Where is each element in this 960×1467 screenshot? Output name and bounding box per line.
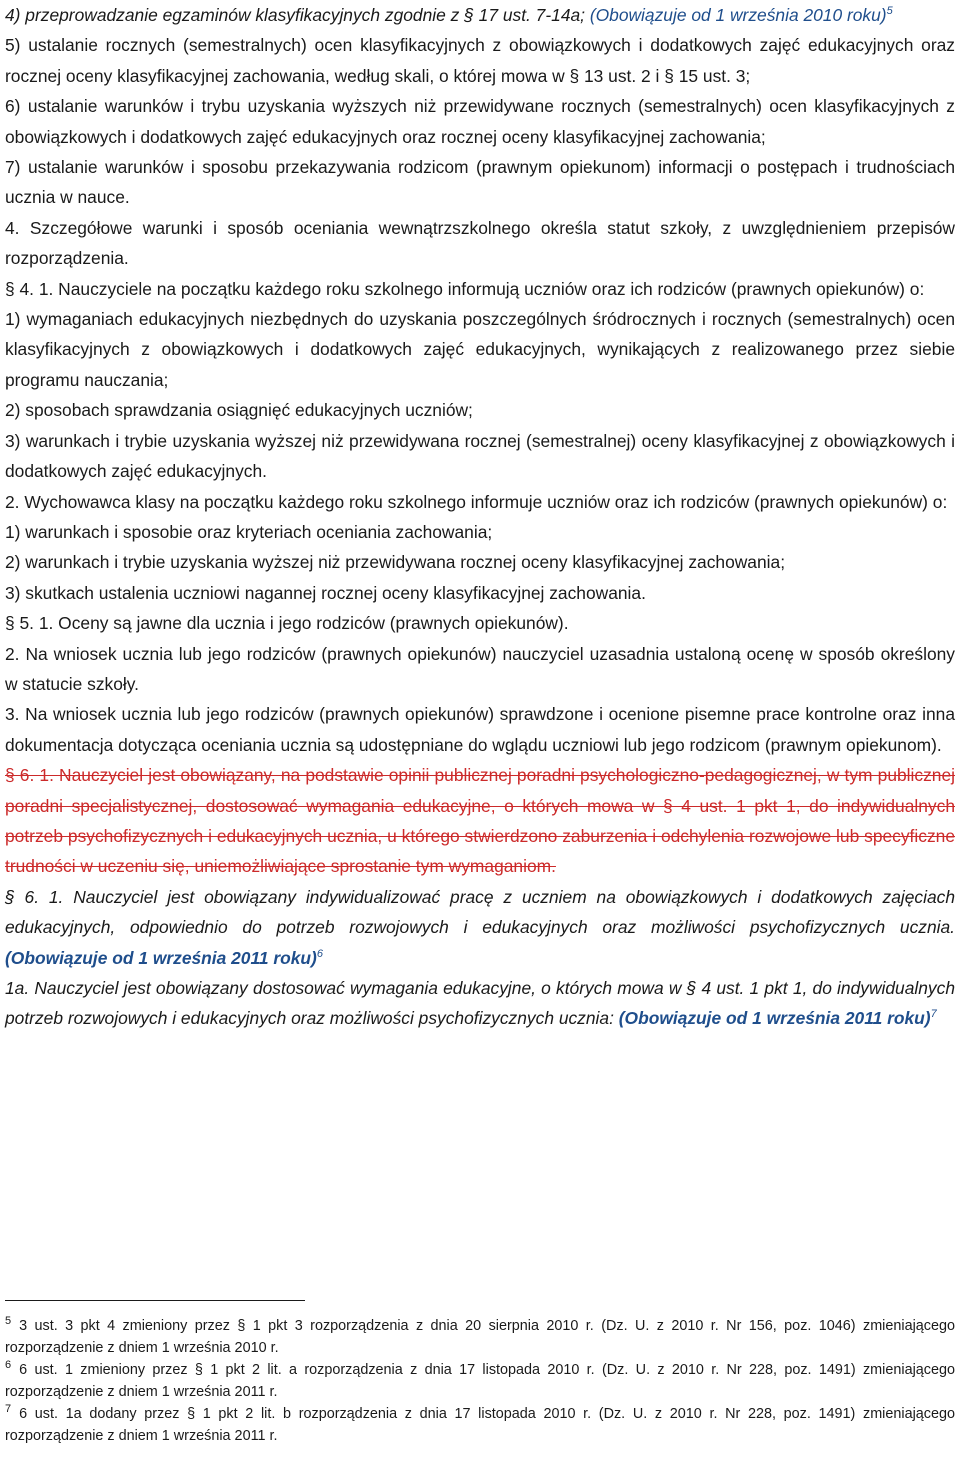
paragraph-p12 xyxy=(5,547,955,577)
text-run: 3) warunkach i trybie uzyskania wyższej niż przewidywana rocznej (semestralnej) oceny klasyfikacyjnej z obowiązkowych i dodatkowych zajęć edukacyjnych. xyxy=(5,430,955,482)
text-run: (Obowiązuje od 1 września 2011 roku) xyxy=(618,1008,931,1029)
text-run: 1) wymaganiach edukacyjnych niezbędnych do uzyskania poszczególnych śródrocznych i rocznych (semestralnych) ocen klasyfikacyjnych z obowiązkowych i dodatkowych zajęć edukacyjnych, wynikających z realizowanego przez siebie programu nauczania; xyxy=(5,309,955,390)
text-run: § 6. 1. Nauczyciel jest obowiązany indywidualizować pracę z uczniem na obowiązkowych i dodatkowych zajęciach edukacyjnych, odpowiednio do potrzeb rozwojowych i edukacyjnych oraz możliwości psychofizycznych ucznia. xyxy=(5,886,955,938)
paragraph-p7 xyxy=(5,304,955,395)
text-run: 4) przeprowadzanie egzaminów klasyfikacyjnych zgodnie z § 17 ust. 7-14a; xyxy=(5,5,590,25)
text-run: 2) warunkach i trybie uzyskania wyższej niż przewidywana rocznej oceny klasyfikacyjnej zachowania; xyxy=(5,552,786,573)
footnote-5 xyxy=(5,1315,955,1359)
text-run: 2) sposobach sprawdzania osiągnięć edukacyjnych uczniów; xyxy=(5,400,473,421)
footnote-ref[interactable]: 7 xyxy=(930,1008,937,1021)
paragraph-p19 xyxy=(5,973,955,1034)
footnote-7 xyxy=(5,1403,955,1447)
footnote-separator xyxy=(5,1300,305,1301)
footnote-ref[interactable]: 5 xyxy=(886,5,893,18)
footnote-number: 6 xyxy=(5,1359,12,1372)
paragraph-p14 xyxy=(5,608,955,638)
paragraph-p2 xyxy=(5,30,955,91)
paragraph-p15 xyxy=(5,639,955,700)
text-run: 5) ustalanie rocznych (semestralnych) ocen klasyfikacyjnych z obowiązkowych i dodatkowych zajęć edukacyjnych oraz rocznej oceny klasyfikacyjnej zachowania, według skali, o której mowa w § 13 ust. 2 i § 15 ust. 3; xyxy=(5,35,955,86)
paragraph-p5 xyxy=(5,213,955,274)
footnote-text: 6 ust. 1 zmieniony przez § 1 pkt 2 lit. a rozporządzenia z dnia 17 listopada 2010 r. (Dz. U. z 2010 r. Nr 228, poz. 1491) zmieniającego rozporządzenie z dniem 1 września 2011 r. xyxy=(5,1362,955,1400)
text-run: § 6. 1. Nauczyciel jest obowiązany, na podstawie opinii publicznej poradni psychologiczno-pedagogicznej, w tym publicznej poradni specjalistycznej, dostosować wymagania edukacyjne, o których mowa w § 4 ust. 1 pkt 1, do indywidualnych potrzeb psychofizycznych i edukacyjnych ucznia, u którego stwierdzono zaburzenia i odchylenia rozwojowe lub specyficzne trudności w uczeniu się, uniemożliwiające sprostanie tym wymaganiom. xyxy=(5,765,955,877)
text-run: (Obowiązuje od 1 września 2011 roku) xyxy=(5,947,317,968)
paragraph-p16 xyxy=(5,699,955,760)
footnote-list xyxy=(5,1315,955,1447)
paragraph-p1 xyxy=(5,0,955,30)
text-run: 2. Wychowawca klasy na początku każdego roku szkolnego informuje uczniów oraz ich rodziców (prawnych opiekunów) o: xyxy=(5,491,948,512)
text-run: 1a. Nauczyciel jest obowiązany dostosować wymagania edukacyjne, o których mowa w § 4 ust. 1 pkt 1, do indywidualnych potrzeb rozwojowych i edukacyjnych oraz możliwości psychofizycznych ucznia: xyxy=(5,978,955,1029)
text-run: 3. Na wniosek ucznia lub jego rodziców (prawnych opiekunów) sprawdzone i ocenione pisemne prace kontrolne oraz inna dokumentacja dotycząca oceniania ucznia są udostępniane do wglądu uczniowi lub jego rodzicom (prawnym opiekunom). xyxy=(5,704,955,755)
paragraph-p9 xyxy=(5,426,955,487)
footnote-text: 6 ust. 1a dodany przez § 1 pkt 2 lit. b rozporządzenia z dnia 17 listopada 2010 r. (Dz. U. z 2010 r. Nr 228, poz. 1491) zmieniającego rozporządzenie z dniem 1 września 2011 r. xyxy=(5,1406,955,1444)
footnote-number: 5 xyxy=(5,1315,12,1328)
footnotes xyxy=(5,1300,955,1447)
text-run: 3) skutkach ustalenia uczniowi nagannej rocznej oceny klasyfikacyjnej zachowania. xyxy=(5,582,646,603)
paragraph-p13 xyxy=(5,578,955,608)
footnote-ref[interactable]: 6 xyxy=(316,947,323,960)
text-run: § 4. 1. Nauczyciele na początku każdego roku szkolnego informują uczniów oraz ich rodziców (prawnych opiekunów) o: xyxy=(5,278,925,299)
text-run: 7) ustalanie warunków i sposobu przekazywania rodzicom (prawnym opiekunom) informacji o postępach i trudnościach ucznia w nauce. xyxy=(5,157,955,208)
text-run: § 5. 1. Oceny są jawne dla ucznia i jego rodziców (prawnych opiekunów). xyxy=(5,613,569,634)
footnote-6 xyxy=(5,1359,955,1403)
footnote-number: 7 xyxy=(5,1403,12,1416)
paragraph-p10 xyxy=(5,487,955,517)
paragraph-p8 xyxy=(5,395,955,425)
paragraph-p3 xyxy=(5,91,955,152)
text-run: 2. Na wniosek ucznia lub jego rodziców (prawnych opiekunów) nauczyciel uzasadnia ustaloną ocenę w sposób określony w statucie szkoły. xyxy=(5,643,955,694)
document-body xyxy=(5,0,955,1034)
paragraph-p4 xyxy=(5,152,955,213)
paragraph-p18 xyxy=(5,882,955,973)
text-run: 1) warunkach i sposobie oraz kryteriach oceniania zachowania; xyxy=(5,521,493,542)
paragraph-p6 xyxy=(5,274,955,304)
footnote-text: 3 ust. 3 pkt 4 zmieniony przez § 1 pkt 3 rozporządzenia z dnia 20 sierpnia 2010 r. (Dz. U. z 2010 r. Nr 156, poz. 1046) zmieniającego rozporządzenie z dniem 1 września 2010 r. xyxy=(5,1318,955,1356)
paragraph-p17 xyxy=(5,760,955,882)
text-run: 6) ustalanie warunków i trybu uzyskania wyższych niż przewidywane rocznych (semestralnych) ocen klasyfikacyjnych z obowiązkowych i dodatkowych zajęć edukacyjnych oraz rocznej oceny klasyfikacyjnej zachowania; xyxy=(5,96,955,147)
text-run: (Obowiązuje od 1 września 2010 roku) xyxy=(589,5,887,25)
paragraph-p11 xyxy=(5,517,955,547)
text-run: 4. Szczegółowe warunki i sposób oceniania wewnątrzszkolnego określa statut szkoły, z uwzględnieniem przepisów rozporządzenia. xyxy=(5,217,955,269)
